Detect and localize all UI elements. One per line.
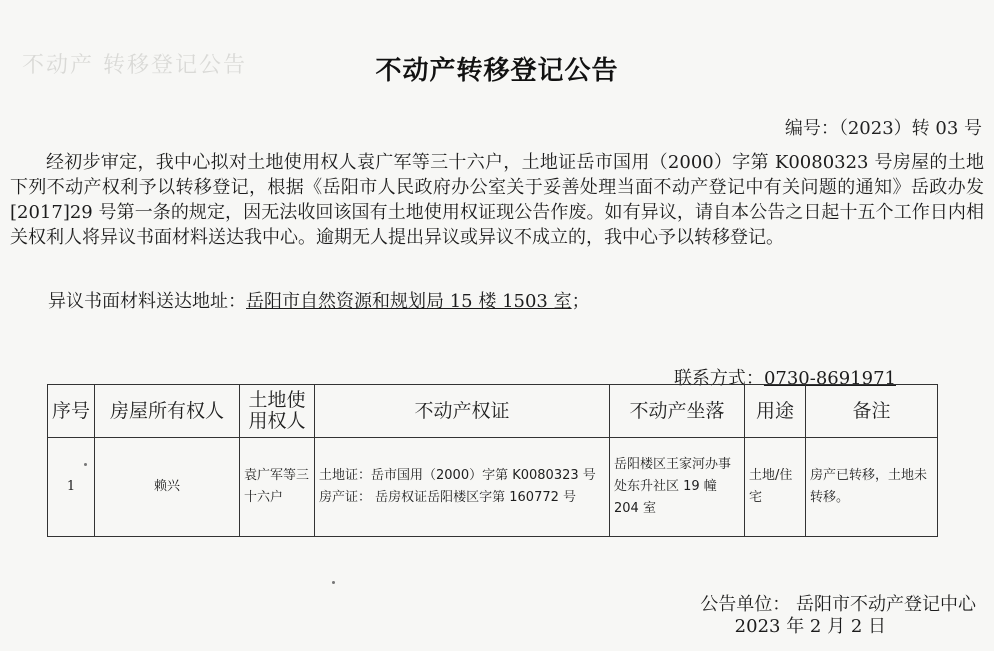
header-seq: 序号 — [48, 385, 95, 438]
cert-house: 房产证： 岳房权证岳阳楼区字第 160772 号 — [319, 490, 577, 505]
table-header-row — [48, 385, 938, 438]
bleed-through-text: 不动产 转移登记公告 — [22, 53, 247, 78]
cell-note: 房产已转移，土地未转移。 — [806, 438, 938, 537]
objection-address — [48, 287, 590, 313]
cell-owner: 赖兴 — [95, 438, 240, 537]
issue-date: 2023 年 2 月 2 日 — [734, 616, 886, 637]
objection-address-label: 异议书面材料送达地址： — [48, 291, 246, 312]
document-number: 编号：（2023）转 03 号 — [784, 118, 982, 139]
objection-address-suffix: ； — [571, 291, 590, 312]
contact-phone: 0730-8691971 — [763, 368, 896, 389]
header-location: 不动产坐落 — [610, 385, 745, 438]
announcement-body: 经初步审定，我中心拟对土地使用权人袁广军等三十六户，土地证岳市国用（2000）字第 K0080323 号房屋的土地下列不动产权利予以转移登记，根据《岳阳市人民政府办公室关于妥善处理当面不动产登记中有关问题的通知》岳政办发[2017]29 号第一条的规定，因无法收回该国有土地使用权证现公告作废。如有异议，请自本公告之日起十五个工作日内相关权利人将异议书面材料送达我中心。逾期无人提出异议或异议不成立的，我中心予以转移登记。 — [10, 152, 984, 248]
cert-land: 土地证：岳市国用（2000）字第 K0080323 号 — [319, 468, 596, 483]
cell-cert — [315, 438, 610, 537]
page-title: 不动产转移登记公告 — [375, 56, 619, 86]
issuing-unit-name: 岳阳市不动产登记中心 — [796, 594, 976, 615]
registration-table — [47, 384, 938, 537]
header-cert: 不动产权证 — [315, 385, 610, 438]
cell-seq: 1 — [48, 438, 95, 537]
scan-speck — [84, 463, 87, 466]
cell-location: 岳阳楼区王家河办事处东升社区 19 幢 204 室 — [610, 438, 745, 537]
scan-speck — [332, 581, 335, 584]
cell-land-user: 袁广军等三十六户 — [240, 438, 315, 537]
contact-label: 联系方式： — [673, 368, 764, 389]
header-owner: 房屋所有权人 — [95, 385, 240, 438]
header-land-user: 土地使用权人 — [240, 385, 315, 438]
objection-address-value: 岳阳市自然资源和规划局 15 楼 1503 室 — [246, 291, 572, 312]
table-row — [48, 438, 938, 537]
header-use: 用途 — [745, 385, 806, 438]
header-note: 备注 — [806, 385, 938, 438]
cell-use: 土地/住宅 — [745, 438, 806, 537]
issuing-unit-label: 公告单位： — [700, 594, 791, 615]
